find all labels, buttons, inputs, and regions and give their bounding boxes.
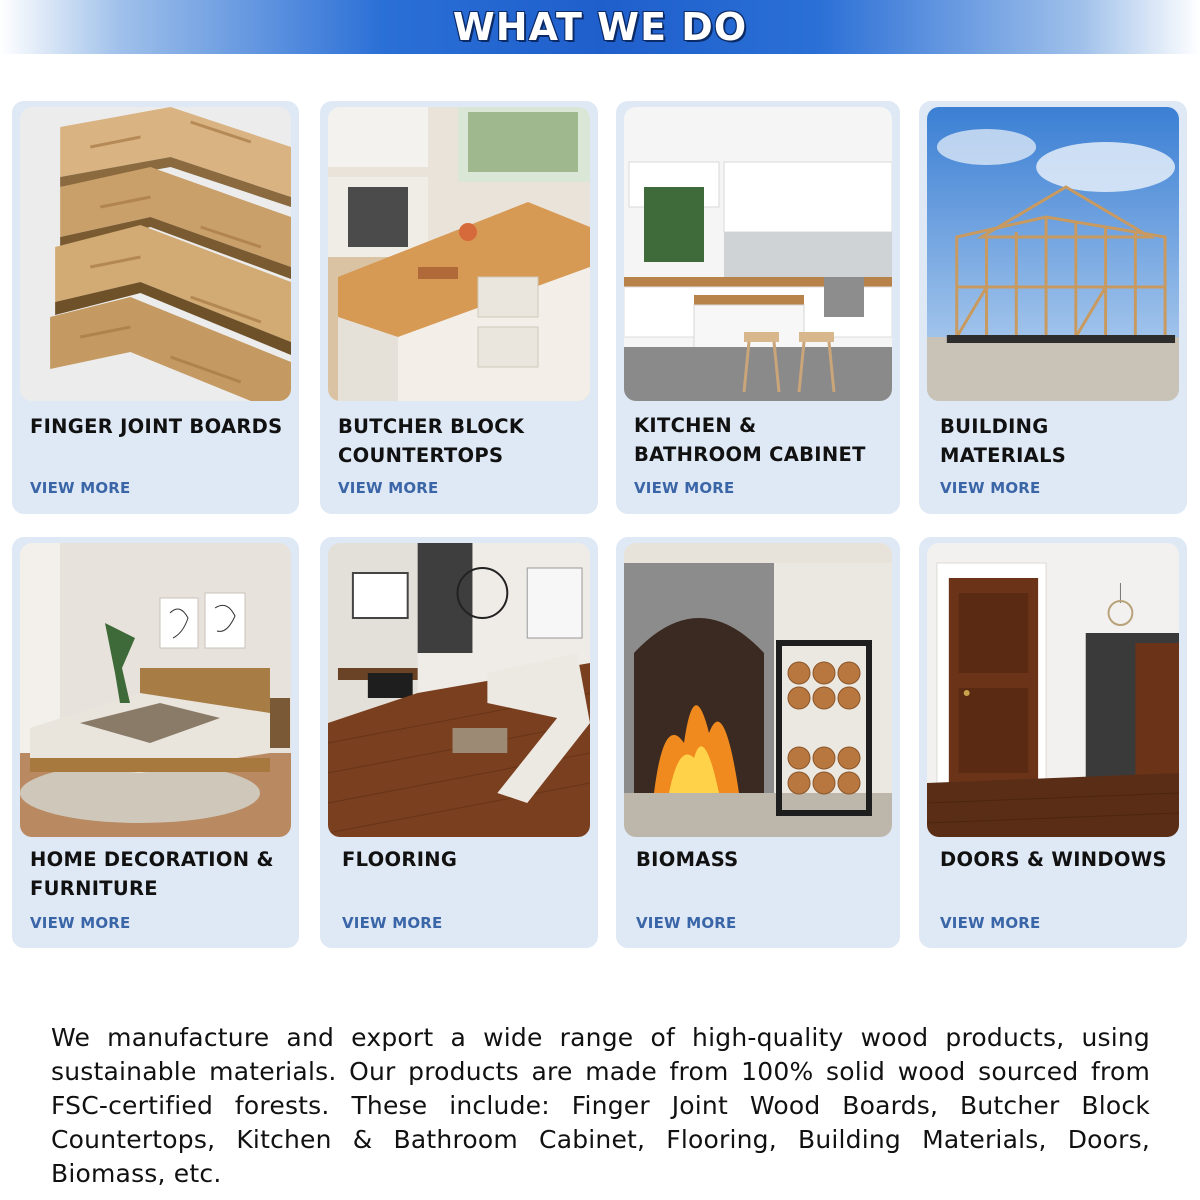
product-card-flooring[interactable] <box>320 537 598 948</box>
view-more-link[interactable]: VIEW MORE <box>342 914 443 932</box>
card-title: DOORS & WINDOWS <box>940 848 1167 871</box>
card-title: BIOMASS <box>636 848 739 871</box>
card-title: FLOORING <box>342 848 458 871</box>
view-more-link[interactable]: VIEW MORE <box>338 479 439 497</box>
flooring-image <box>328 543 590 837</box>
doors-windows-image <box>927 543 1179 837</box>
view-more-link[interactable]: VIEW MORE <box>940 479 1041 497</box>
finger-joint-boards-image <box>20 107 291 401</box>
home-decoration-image <box>20 543 291 837</box>
product-card-building-materials[interactable] <box>919 101 1187 514</box>
butcher-block-countertops-image <box>328 107 590 401</box>
view-more-link[interactable]: VIEW MORE <box>30 479 131 497</box>
kitchen-cabinet-image <box>624 107 892 401</box>
card-title: BUILDING MATERIALS <box>940 415 1067 467</box>
card-title: FINGER JOINT BOARDS <box>30 415 283 438</box>
card-title: BUTCHER BLOCK COUNTERTOPS <box>338 415 525 467</box>
product-card-kitchen-bathroom-cabinet[interactable] <box>616 101 900 514</box>
header-banner <box>0 0 1200 54</box>
view-more-link[interactable]: VIEW MORE <box>634 479 735 497</box>
product-card-butcher-block-countertops[interactable] <box>320 101 598 514</box>
building-materials-image <box>927 107 1179 401</box>
product-card-home-decoration[interactable] <box>12 537 299 948</box>
page-title: WHAT WE DO <box>452 5 748 49</box>
view-more-link[interactable]: VIEW MORE <box>30 914 131 932</box>
view-more-link[interactable]: VIEW MORE <box>940 914 1041 932</box>
product-card-doors-windows[interactable] <box>919 537 1187 948</box>
view-more-link[interactable]: VIEW MORE <box>636 914 737 932</box>
product-card-finger-joint-boards[interactable] <box>12 101 299 514</box>
card-title: HOME DECORATION & FURNITURE <box>30 848 274 900</box>
biomass-image <box>624 543 892 837</box>
company-description: We manufacture and export a wide range of high-quality wood products, using sustainable materials. Our products are made from 100% solid wood sourced from FSC-certified forests. These include: Finger Joint Wood Boards, Butcher Block Countertops, Kitchen & Bathroom Cabinet, Flooring, Building Materials, Doors, Biomass, etc. <box>51 1023 1150 1188</box>
product-card-biomass[interactable] <box>616 537 900 948</box>
card-title: KITCHEN & BATHROOM CABINET <box>634 414 866 466</box>
